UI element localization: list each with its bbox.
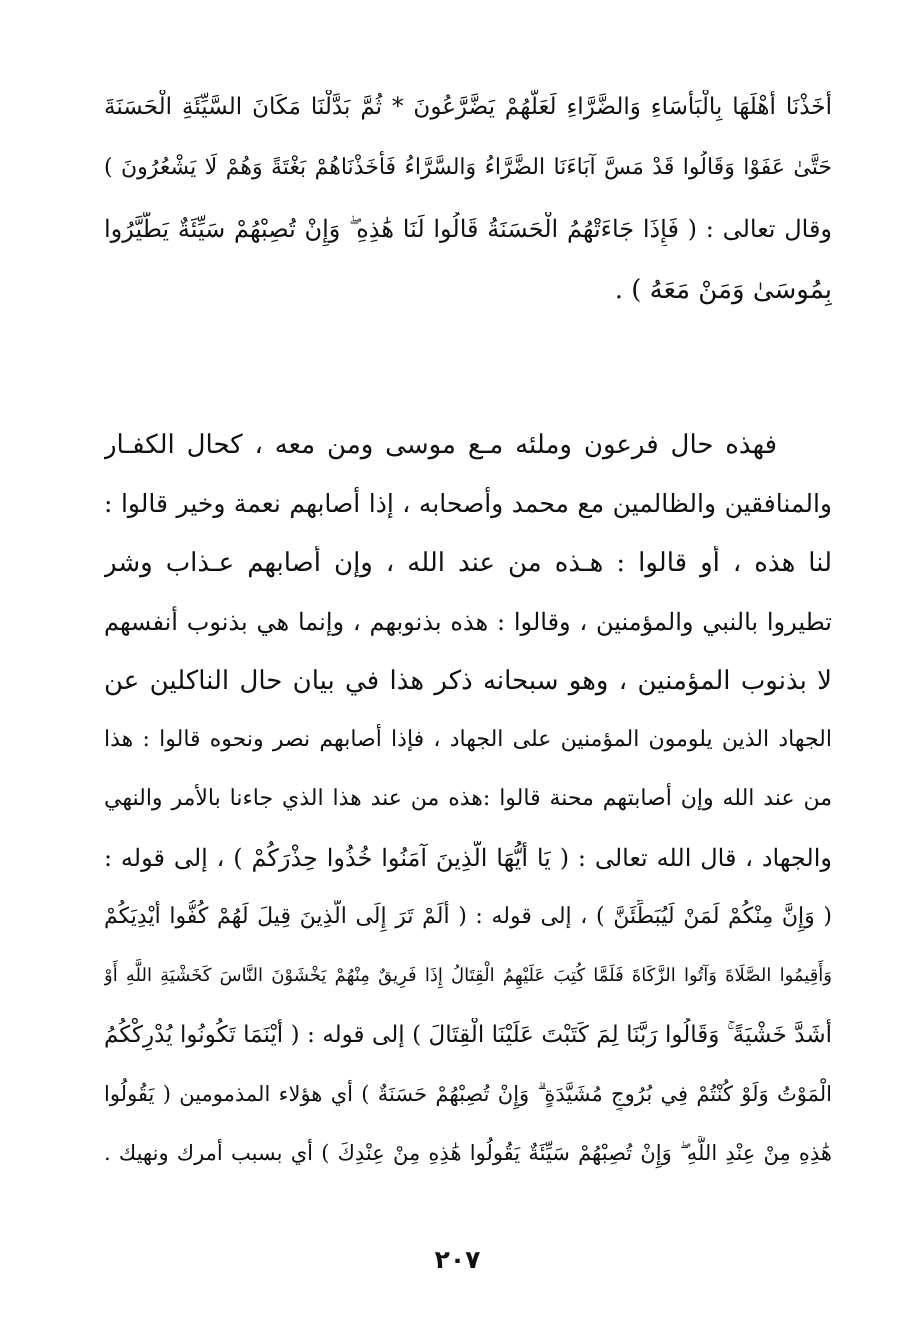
body-line: فهذه حال فرعون وملئه مـع موسى ومن معه ، كحال الكفـار <box>104 430 777 460</box>
body-line: الجهاد الذين يلومون المؤمنين على الجهاد ، فإذا أصابهم نصر ونحوه قالوا : هذا <box>104 727 832 752</box>
quran-line: بِمُوسَىٰ وَمَنْ مَعَهُ ) . <box>614 275 832 305</box>
quran-line: وقال تعالى : ( فَإِذَا جَاءَتْهُمُ الْحَسَنَةُ قَالُوا لَنَا هَٰذِهِ ۖ وَإِنْ تُصِبْهُمْ سَيِّئَةٌ يَطَّيَّرُوا <box>104 215 832 243</box>
body-line: وَأَقِيمُوا الصَّلَاةَ وَآتُوا الزَّكَاةَ فَلَمَّا كُتِبَ عَلَيْهِمُ الْقِتَالُ إِذَا فَرِيقٌ مِنْهُمْ يَخْشَوْنَ النَّاسَ كَخَشْيَةِ اللَّهِ أَوْ <box>104 965 832 986</box>
quran-line: أَخَذْنَا أَهْلَهَا بِالْبَأْسَاءِ وَالضَّرَّاءِ لَعَلَّهُمْ يَضَّرَّعُونَ * ثُمَّ بَدَّلْنَا مَكَانَ السَّيِّئَةِ الْحَسَنَةَ <box>104 94 832 120</box>
body-line: لنا هذه ، أو قالوا : هـذه من عند الله ، وإن أصابهم عـذاب وشر <box>104 548 832 578</box>
body-line: والمنافقين والظالمين مع محمد وأصحابه ، إذا أصابهم نعمة وخير قالوا : <box>104 489 832 518</box>
quran-verse-block <box>104 90 832 334</box>
body-line: هَٰذِهِ مِنْ عِنْدِ اللَّهِ ۖ وَإِنْ تُصِبْهُمْ سَيِّئَةٌ يَقُولُوا هَٰذِهِ مِنْ عِنْدِكَ ) أي بسبب أمرك ونهيك . <box>104 1141 832 1165</box>
body-line: والجهاد ، قال الله تعالى : ( يَا أَيُّهَا الَّذِينَ آمَنُوا خُذُوا حِذْرَكُمْ ) ، إلى قوله : <box>104 844 832 872</box>
body-paragraph <box>104 428 832 1195</box>
page-number: ٢٠٧ <box>434 1245 481 1274</box>
body-line: أَشَدَّ خَشْيَةً ۚ وَقَالُوا رَبَّنَا لِمَ كَتَبْتَ عَلَيْنَا الْقِتَالَ ) إلى قوله : ( أَيْنَمَا تَكُونُوا يُدْرِكْكُمُ <box>104 1022 832 1048</box>
body-line: الْمَوْتُ وَلَوْ كُنْتُمْ فِي بُرُوجٍ مُشَيَّدَةٍ ۗ وَإِنْ تُصِبْهُمْ حَسَنَةٌ ) أي هؤلاء المذمومين ( يَقُولُوا <box>104 1082 832 1106</box>
quran-line: حَتَّىٰ عَفَوْا وَقَالُوا قَدْ مَسَّ آبَاءَنَا الضَّرَّاءُ وَالسَّرَّاءُ فَأَخَذْنَاهُمْ بَغْتَةً وَهُمْ لَا يَشْعُرُونَ ) <box>104 155 832 180</box>
body-line: لا بذنوب المؤمنين ، وهو سبحانه ذكر هذا في بيان حال الناكلين عن <box>104 666 832 696</box>
body-line: من عند الله وإن أصابتهم محنة قالوا :هذه من عند هذا الذي جاءنا بالأمر والنهي <box>104 786 832 811</box>
body-line: تطيروا بالنبي والمؤمنين ، وقالوا : هذه بذنوبهم ، وإنما هي بذنوب أنفسهم <box>104 608 832 636</box>
body-line: ( وَإِنَّ مِنْكُمْ لَمَنْ لَيُبَطِّئَنَّ ) ، إلى قوله : ( أَلَمْ تَرَ إِلَى الَّذِينَ قِيلَ لَهُمْ كُفُّوا أَيْدِيَكُمْ <box>104 904 832 929</box>
